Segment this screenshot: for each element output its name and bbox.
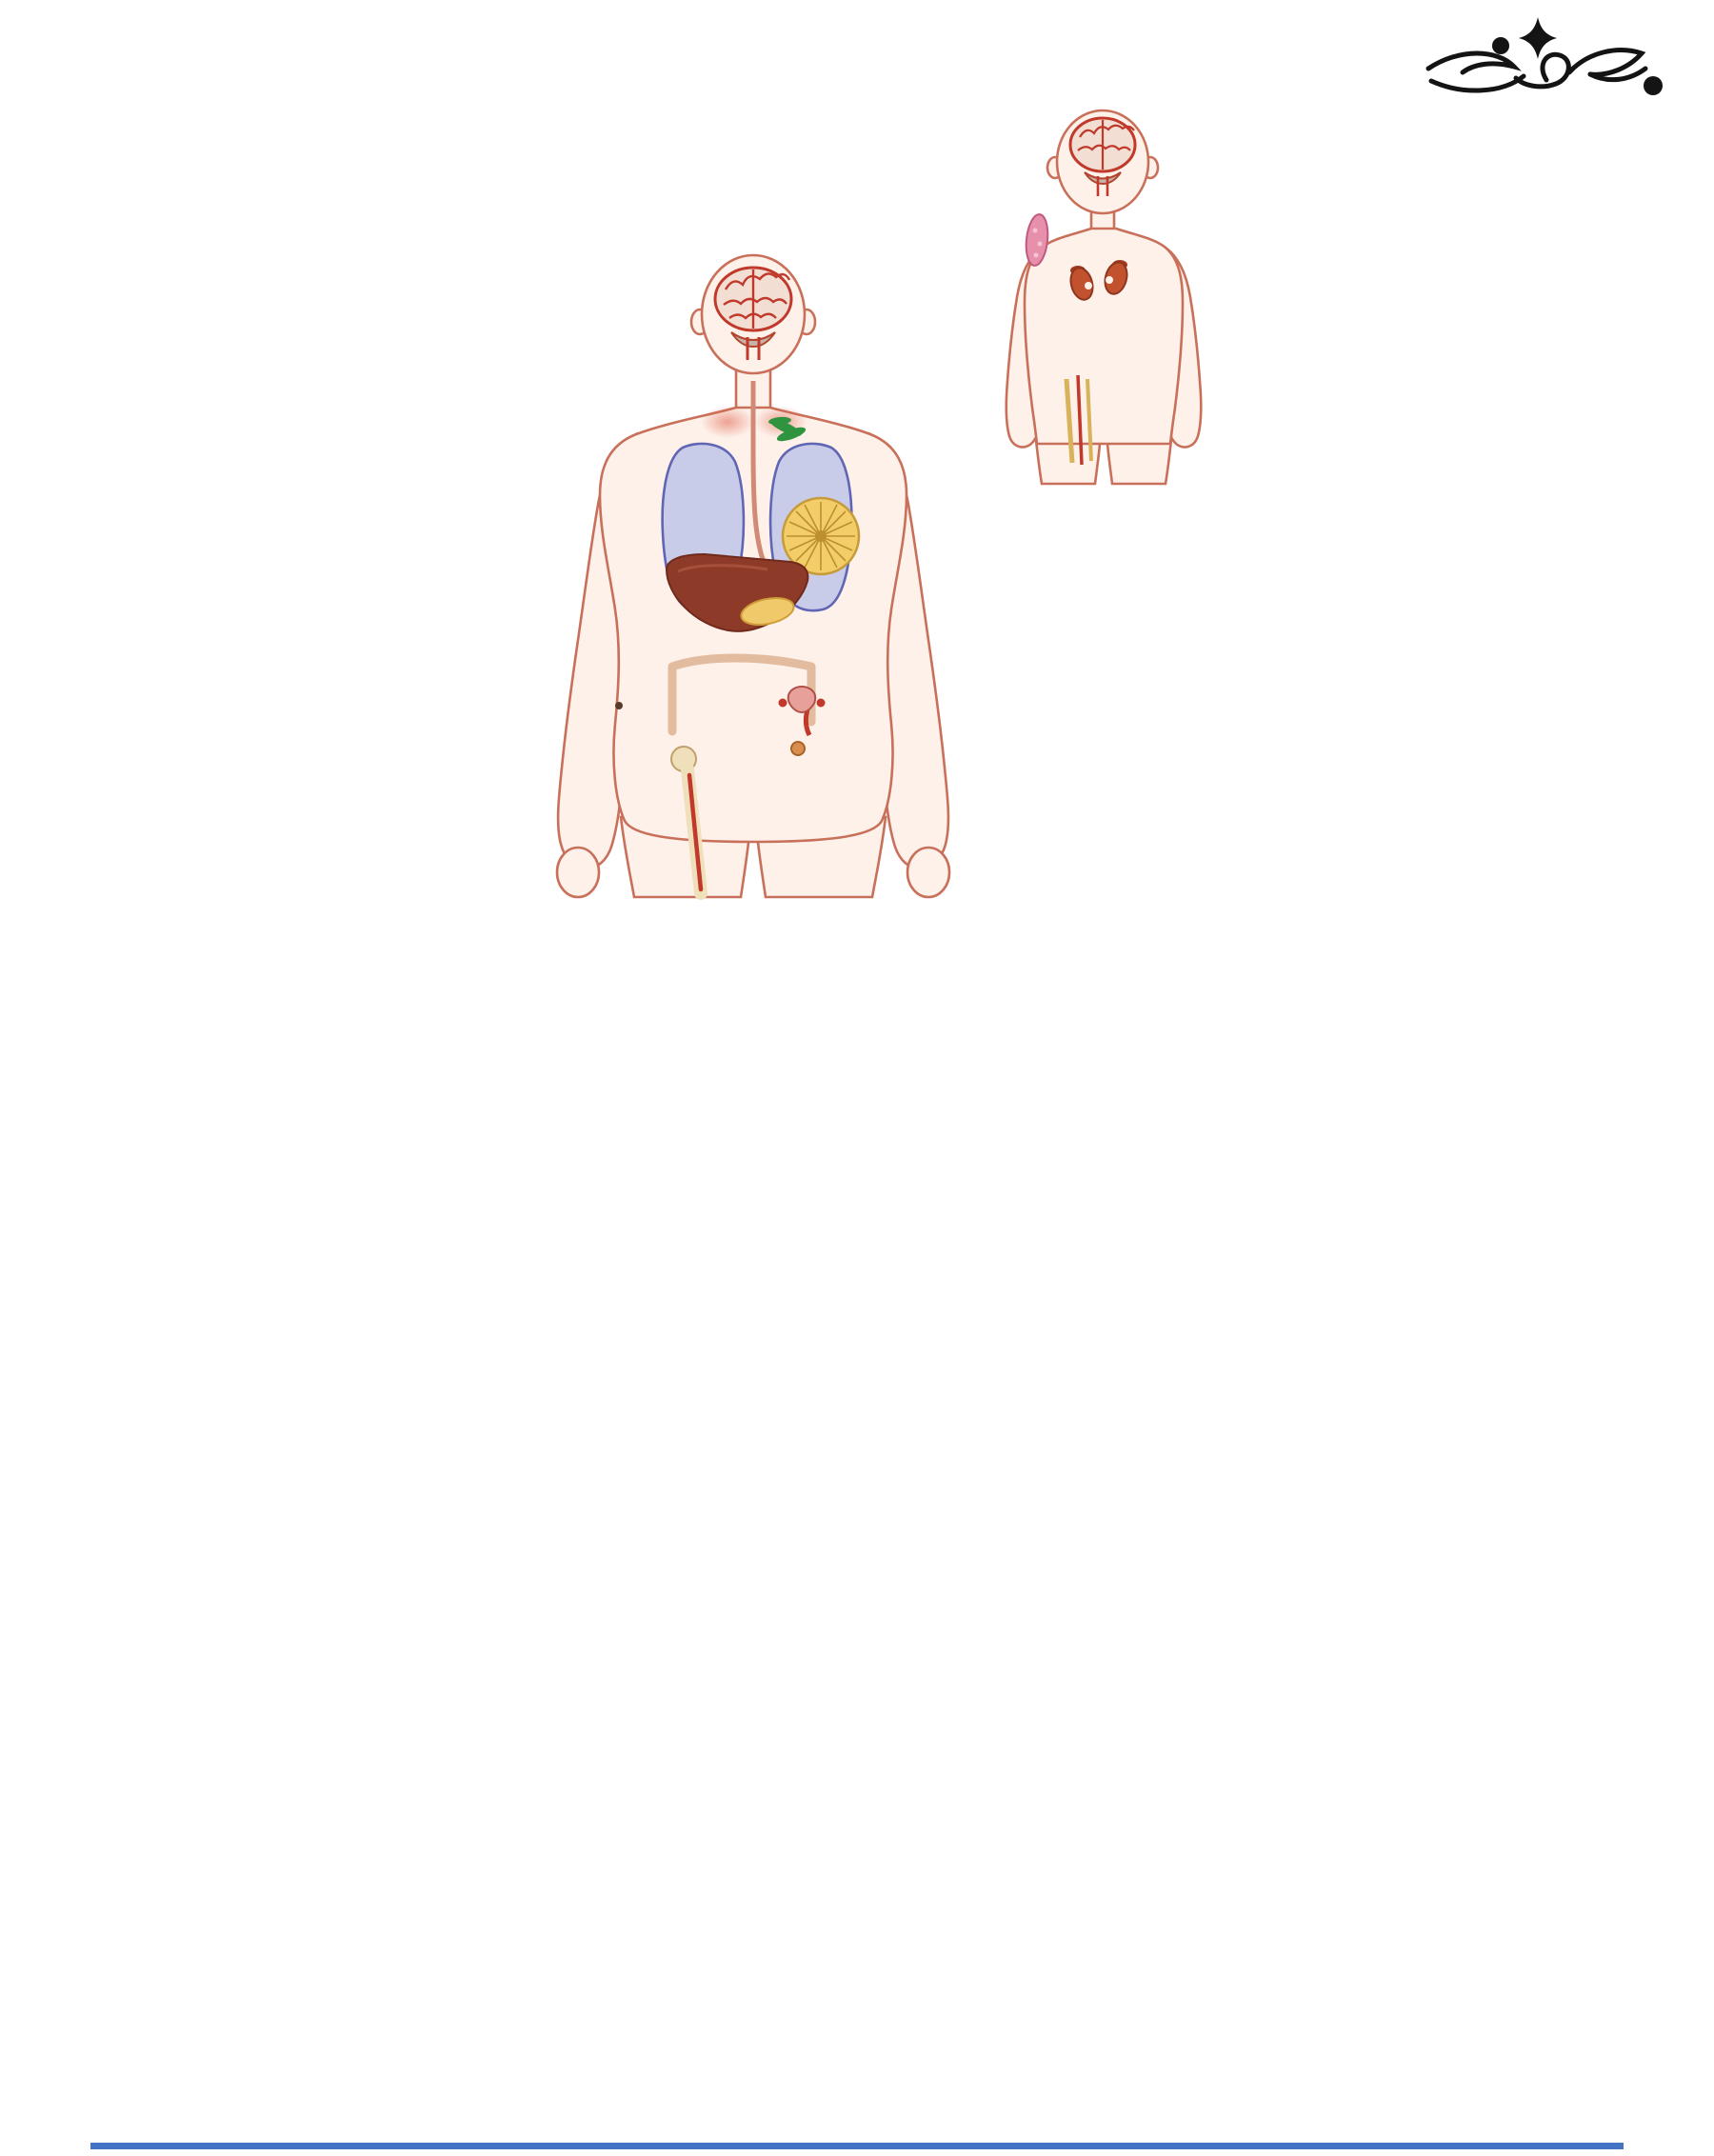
footer-rule xyxy=(90,2143,1624,2149)
adult-body-illustration xyxy=(557,255,949,897)
publisher-logo-mark xyxy=(1379,10,1693,105)
publisher-logo xyxy=(1379,10,1693,117)
child-body-illustration xyxy=(1006,110,1202,484)
melanoma-dot xyxy=(615,702,623,709)
